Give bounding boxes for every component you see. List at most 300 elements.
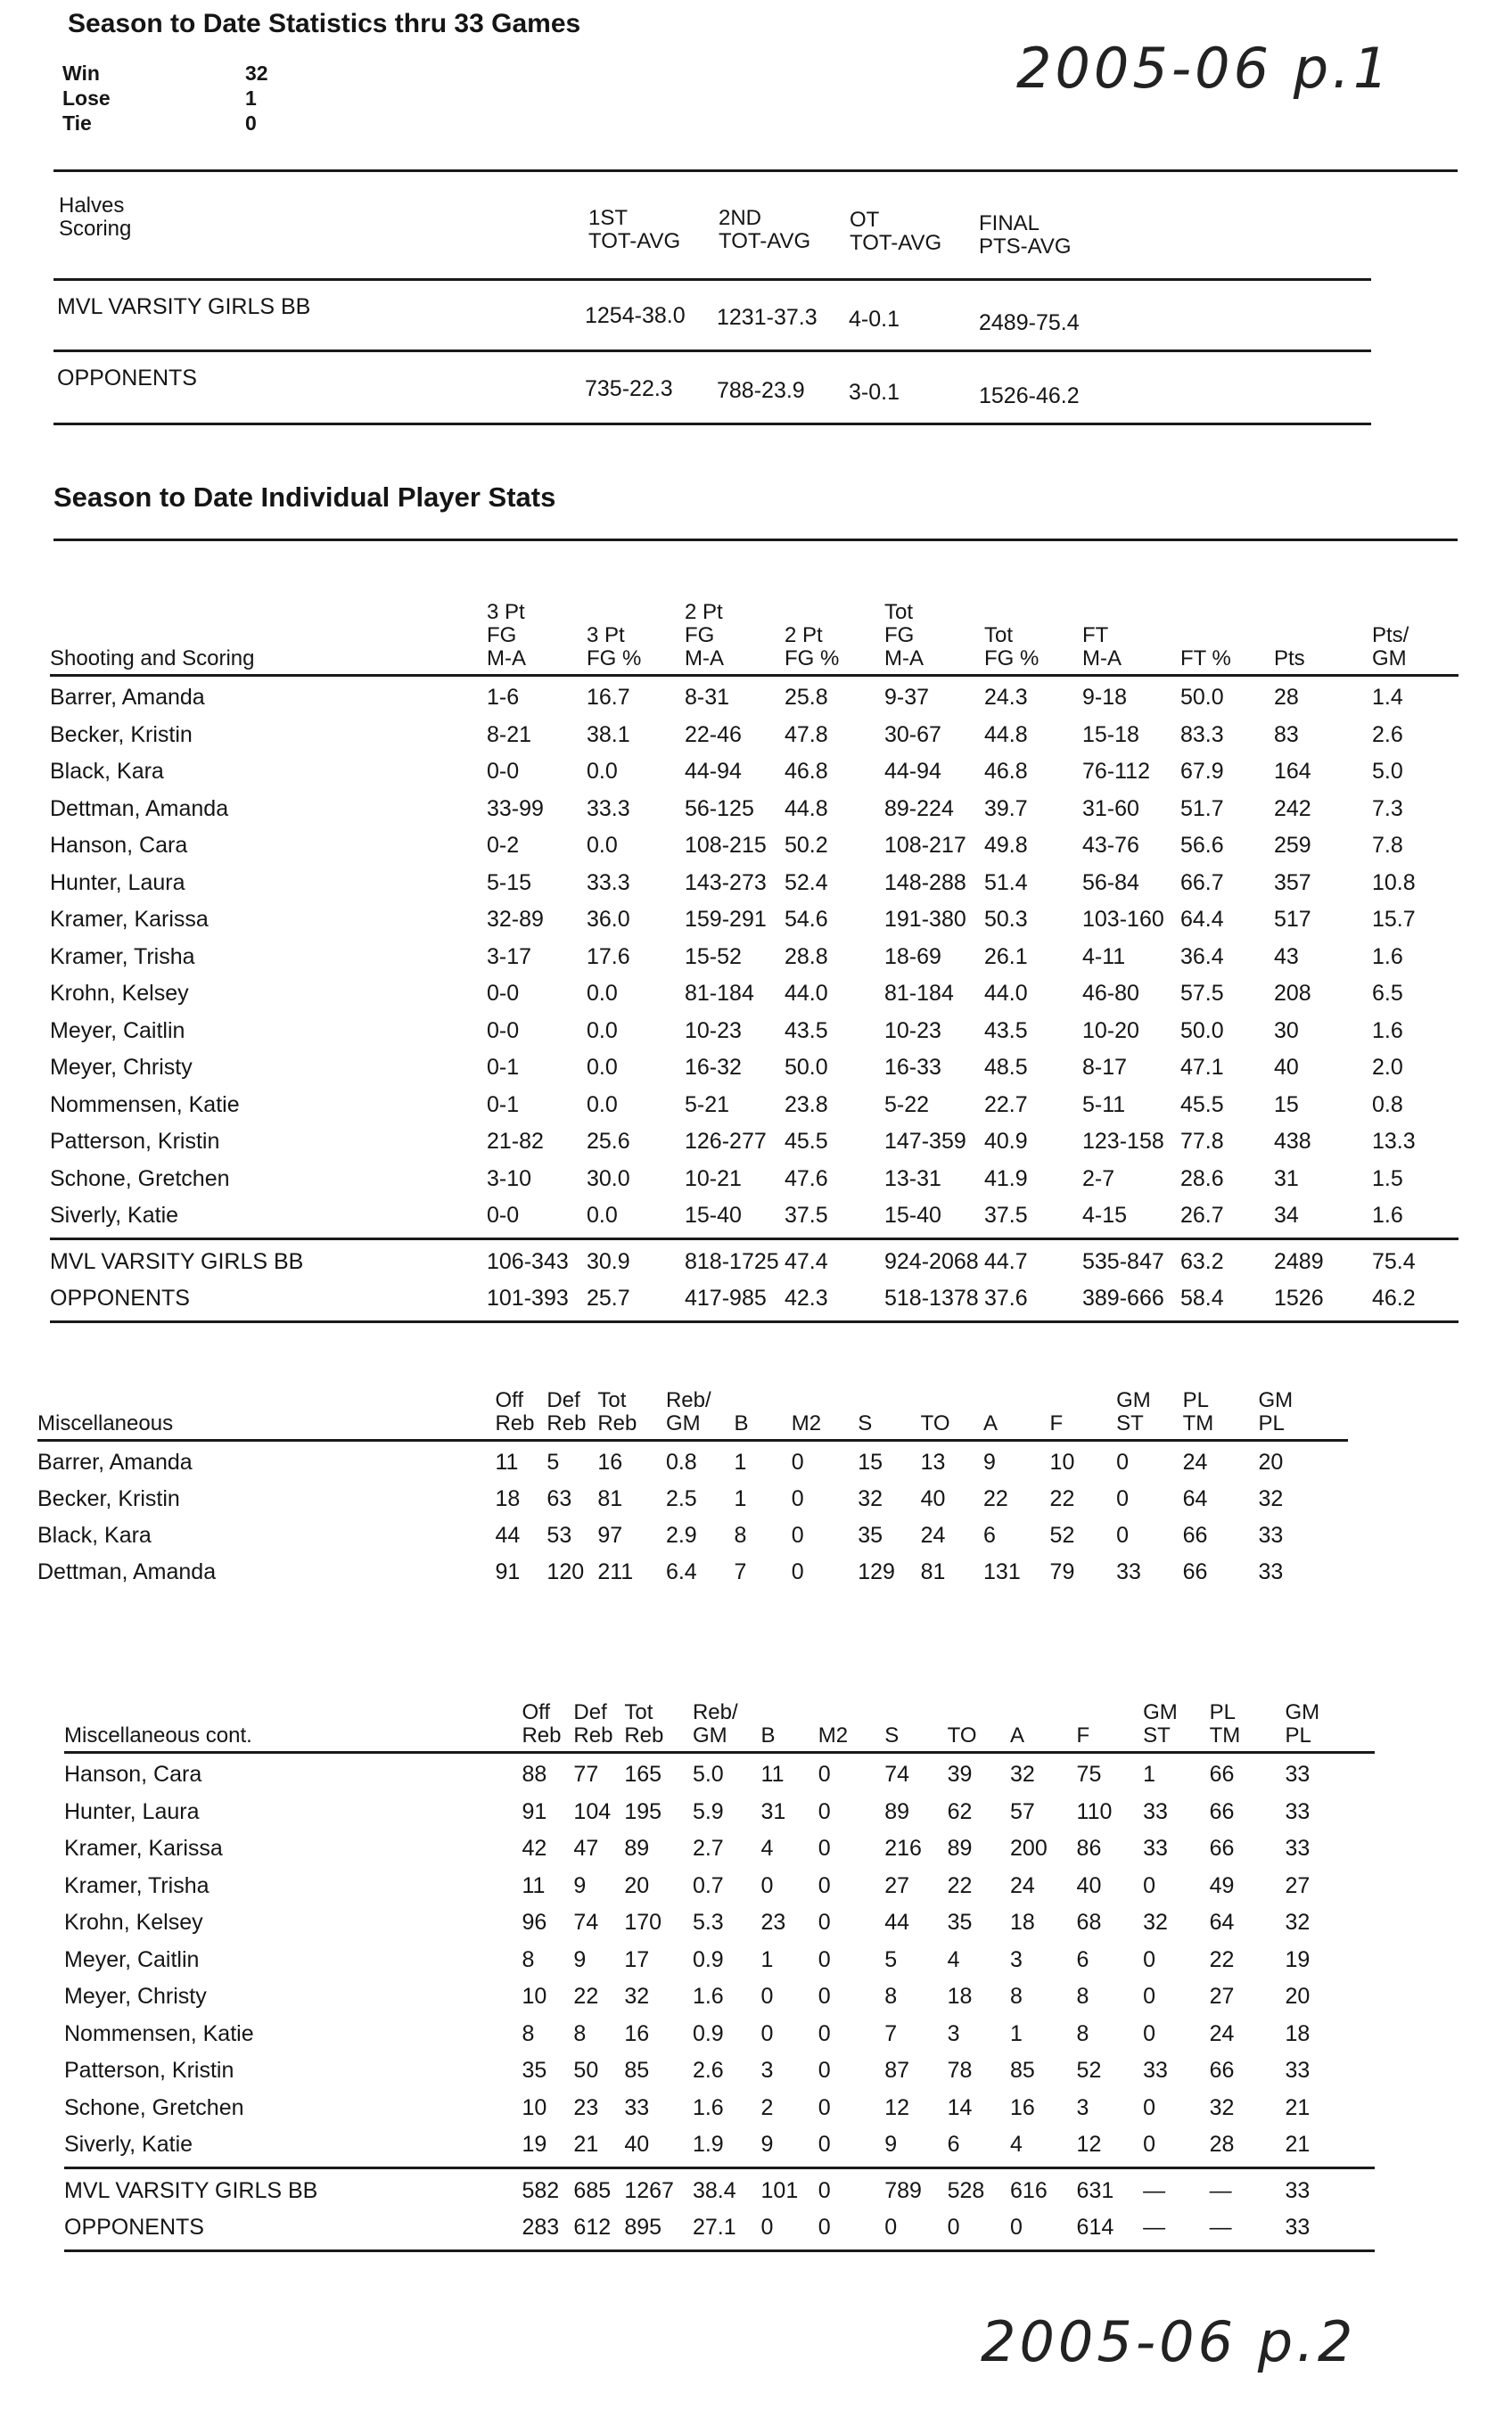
shooting-cell: 56.6 — [1180, 833, 1224, 859]
divider-line — [50, 1320, 1459, 1323]
handwritten-page-note-top: 2005-06 p.1 — [1016, 36, 1393, 101]
record-value: 1 — [245, 86, 257, 110]
divider — [53, 539, 1458, 541]
misc-cell: 79 — [1049, 1559, 1075, 1584]
halves-value: 735-22.3 — [585, 376, 673, 401]
misc-cont-cell: 38.4 — [692, 2177, 736, 2203]
player-name: Barrer, Amanda — [37, 1450, 193, 1475]
shooting-cell: 34 — [1274, 1203, 1299, 1229]
misc-cell: 0 — [791, 1450, 804, 1475]
shooting-cell: 7.8 — [1372, 833, 1403, 859]
shooting-cell: 81-184 — [685, 981, 754, 1007]
misc-cont-cell: 0 — [818, 1910, 831, 1936]
misc-cont-cell: 89 — [947, 1836, 973, 1862]
shooting-cell: 33.3 — [587, 869, 630, 895]
misc-cont-cell: 895 — [624, 2215, 662, 2241]
shooting-header-row — [50, 588, 1459, 670]
misc-cont-cell: 66 — [1209, 1762, 1235, 1788]
misc-cont-cell: 11 — [760, 1762, 785, 1788]
player-name: Siverly, Katie — [50, 1203, 179, 1229]
misc-cont-cell: 14 — [947, 2094, 973, 2120]
misc-cell: 32 — [1258, 1486, 1284, 1511]
shooting-cell: 28 — [1274, 685, 1299, 711]
shooting-cell: 32-89 — [487, 907, 544, 933]
shooting-cell: 2489 — [1274, 1248, 1324, 1274]
misc-cont-cell: 0 — [1143, 2132, 1155, 2158]
player-row — [64, 1904, 1375, 1942]
shooting-cell: 0-1 — [487, 1091, 520, 1117]
shooting-cell: 0.0 — [587, 1055, 618, 1081]
shooting-cell: 46.2 — [1372, 1286, 1416, 1312]
misc-cont-cell: 2.6 — [692, 2058, 724, 2084]
misc-column-header: F — [1049, 1411, 1064, 1435]
misc-cont-column-header: Tot Reb — [624, 1700, 664, 1748]
divider-line — [64, 2167, 1375, 2169]
shooting-cell: 2.6 — [1372, 721, 1403, 747]
misc-cont-cell: 32 — [624, 1984, 650, 2010]
shooting-cell: 0-2 — [487, 833, 520, 859]
misc-cont-cell: — — [1209, 2215, 1232, 2241]
misc-cell: 0 — [791, 1559, 804, 1584]
misc-cont-cell: 33 — [1143, 1798, 1168, 1824]
misc-cont-cell: 3 — [947, 2020, 960, 2046]
shooting-cell: 28.8 — [785, 943, 828, 969]
misc-cell: 0.8 — [665, 1450, 697, 1475]
shooting-cell: 159-291 — [685, 907, 767, 933]
halves-col-1st — [588, 207, 680, 253]
misc-cont-column-header: GM ST — [1143, 1700, 1178, 1748]
misc-cont-cell: 283 — [522, 2215, 560, 2241]
shooting-cell: 21-82 — [487, 1129, 544, 1155]
shooting-cell: 39.7 — [984, 795, 1028, 821]
shooting-cell: 40.9 — [984, 1129, 1028, 1155]
record-label: Lose — [62, 86, 111, 110]
halves-col-ot — [850, 209, 941, 255]
record-value: 32 — [245, 62, 268, 85]
misc-cont-cell: 35 — [947, 1910, 973, 1936]
shooting-cell: 64.4 — [1180, 907, 1224, 933]
misc-column-header: A — [983, 1411, 998, 1435]
misc-column-header: Tot Reb — [597, 1388, 637, 1435]
misc-cont-cell: 0 — [818, 2132, 831, 2158]
player-row — [50, 1013, 1459, 1050]
shooting-cell: 33.3 — [587, 795, 630, 821]
player-name: MVL VARSITY GIRLS BB — [50, 1248, 304, 1274]
shooting-cell: 44-94 — [884, 759, 941, 785]
misc-cont-cell: 195 — [624, 1798, 662, 1824]
misc-cell: 64 — [1182, 1486, 1208, 1511]
misc-cont-cell: 87 — [884, 2058, 910, 2084]
misc-cont-cell: 5 — [884, 1946, 898, 1972]
shooting-cell: 15 — [1274, 1091, 1299, 1117]
misc-cont-cell: 39 — [947, 1762, 973, 1788]
misc-cont-cell: 28 — [1209, 2132, 1235, 2158]
shooting-cell: 50.0 — [785, 1055, 828, 1081]
shooting-cell: 3-17 — [487, 943, 532, 969]
misc-cont-cell: 1.9 — [692, 2132, 724, 2158]
shooting-cell: 389-666 — [1082, 1286, 1164, 1312]
misc-cont-cell: 0 — [818, 1798, 831, 1824]
shooting-cell: 123-158 — [1082, 1129, 1164, 1155]
misc-cont-cell: 22 — [1209, 1946, 1235, 1972]
shooting-cell: 259 — [1274, 833, 1311, 859]
shooting-cell: 56-125 — [685, 795, 754, 821]
player-name: Kramer, Karissa — [50, 907, 209, 933]
shooting-cell: 54.6 — [785, 907, 828, 933]
misc-cont-cell: 3 — [1010, 1946, 1023, 1972]
misc-cont-cell: 27.1 — [692, 2215, 736, 2241]
misc-cont-cell: 31 — [760, 1798, 786, 1824]
misc-cont-cell: 3 — [760, 2058, 774, 2084]
misc-cont-cell: 16 — [624, 2020, 650, 2046]
misc-cell: 24 — [920, 1523, 946, 1548]
shooting-cell: 31 — [1274, 1165, 1299, 1191]
misc-cont-cell: 57 — [1010, 1798, 1035, 1824]
shooting-cell: 37.5 — [785, 1203, 828, 1229]
misc-cont-cell: 0 — [947, 2215, 960, 2241]
shooting-column-header: 2 Pt FG M-A — [685, 600, 724, 670]
shooting-cell: 15.7 — [1372, 907, 1416, 933]
misc-cont-cell: 11 — [522, 1872, 546, 1898]
shooting-cell: 15-18 — [1082, 721, 1139, 747]
misc-cont-cell: 0 — [818, 1836, 831, 1862]
misc-cont-cell: 0 — [884, 2215, 898, 2241]
misc-cont-cell: 19 — [1285, 1946, 1311, 1972]
shooting-cell: 44.0 — [984, 981, 1028, 1007]
misc-cont-cell: 23 — [760, 1910, 786, 1936]
player-row — [64, 1942, 1375, 1979]
halves-label-line: Halves — [59, 193, 125, 218]
shooting-cell: 45.5 — [785, 1129, 828, 1155]
misc-cell: 7 — [734, 1559, 747, 1584]
player-name: Patterson, Kristin — [50, 1129, 220, 1155]
shooting-cell: 417-985 — [685, 1286, 767, 1312]
shooting-cell: 46.8 — [984, 759, 1028, 785]
shooting-cell: 15-40 — [685, 1203, 742, 1229]
misc-cont-cell: 0 — [818, 1984, 831, 2010]
misc-column-header: Def Reb — [546, 1388, 587, 1435]
misc-cont-cell: 101 — [760, 2177, 799, 2203]
misc-cont-cell: 89 — [884, 1798, 910, 1824]
misc-cont-cell: 32 — [1143, 1910, 1168, 1936]
player-name: Becker, Kristin — [50, 721, 193, 747]
misc-cell: 18 — [495, 1486, 521, 1511]
misc-cont-cell: 77 — [573, 1762, 599, 1788]
halves-col-line: OT — [850, 208, 880, 232]
player-row — [64, 1794, 1375, 1831]
player-name: Meyer, Christy — [50, 1055, 193, 1081]
halves-label-line: Scoring — [59, 217, 132, 241]
shooting-cell: 1526 — [1274, 1286, 1324, 1312]
misc-cont-cell: 3 — [1076, 2094, 1089, 2120]
shooting-cell: 57.5 — [1180, 981, 1224, 1007]
shooting-cell: 67.9 — [1180, 759, 1224, 785]
divider-line — [37, 1439, 1348, 1442]
player-name: Black, Kara — [37, 1523, 152, 1548]
shooting-cell: 31-60 — [1082, 795, 1139, 821]
shooting-cell: 10.8 — [1372, 869, 1416, 895]
player-row — [37, 1444, 1348, 1481]
misc-column-header: Reb/ GM — [665, 1388, 711, 1435]
shooting-cell: 30.9 — [587, 1248, 630, 1274]
misc-cont-cell: 631 — [1076, 2177, 1114, 2203]
shooting-cell: 0.0 — [587, 1091, 618, 1117]
misc-cell: 1 — [734, 1486, 747, 1511]
misc-cell: 6.4 — [665, 1559, 697, 1584]
shooting-cell: 17.6 — [587, 943, 630, 969]
player-name: Meyer, Caitlin — [64, 1946, 200, 1972]
misc-cont-cell: 40 — [1076, 1872, 1102, 1898]
misc-cont-cell: 0 — [818, 2094, 831, 2120]
misc-cont-cell: 86 — [1076, 1836, 1102, 1862]
record-label: Tie — [62, 111, 92, 135]
totals-row — [50, 1244, 1459, 1281]
shooting-cell: 106-343 — [487, 1248, 569, 1274]
misc-cont-cell: 9 — [573, 1872, 587, 1898]
shooting-cell: 18-69 — [884, 943, 941, 969]
misc-cell: 1 — [734, 1450, 747, 1475]
misc-cont-cell: 1.6 — [692, 1984, 724, 2010]
shooting-cell: 45.5 — [1180, 1091, 1224, 1117]
misc-cont-cell: 0 — [1143, 2020, 1155, 2046]
section-label: Miscellaneous cont. — [64, 1723, 252, 1748]
player-row — [37, 1481, 1348, 1517]
shooting-cell: 10-23 — [884, 1017, 941, 1043]
misc-column-header: GM ST — [1116, 1388, 1151, 1435]
shooting-cell: 191-380 — [884, 907, 966, 933]
misc-column-header: PL TM — [1182, 1388, 1214, 1435]
player-row — [37, 1517, 1348, 1554]
handwritten-page-note-bottom: 2005-06 p.2 — [981, 2309, 1357, 2374]
misc-cont-column-header: F — [1076, 1723, 1090, 1748]
shooting-cell: 2-7 — [1082, 1165, 1115, 1191]
player-row — [50, 717, 1459, 754]
shooting-cell: 103-160 — [1082, 907, 1164, 933]
shooting-cell: 47.6 — [785, 1165, 828, 1191]
misc-cont-cell: 0.7 — [692, 1872, 724, 1898]
player-name: Krohn, Kelsey — [50, 981, 189, 1007]
divider — [53, 350, 1371, 352]
misc-cell: 81 — [920, 1559, 946, 1584]
shooting-cell: 143-273 — [685, 869, 767, 895]
totals-row — [50, 1280, 1459, 1318]
misc-cont-cell: 9 — [573, 1946, 587, 1972]
divider-line — [50, 674, 1459, 677]
misc-cont-cell: 21 — [573, 2132, 599, 2158]
shooting-cell: 1.5 — [1372, 1165, 1403, 1191]
misc-cont-cell: 614 — [1076, 2215, 1114, 2241]
shooting-cell: 22.7 — [984, 1091, 1028, 1117]
misc-cont-column-header: B — [760, 1723, 776, 1748]
shooting-cell: 2.0 — [1372, 1055, 1403, 1081]
shooting-cell: 164 — [1274, 759, 1311, 785]
player-name: MVL VARSITY GIRLS BB — [64, 2177, 318, 2203]
misc-cont-cell: 74 — [884, 1762, 910, 1788]
misc-cont-cell: 5.0 — [692, 1762, 724, 1788]
shooting-cell: 43.5 — [984, 1017, 1028, 1043]
shooting-cell: 0-0 — [487, 759, 520, 785]
player-row — [50, 1049, 1459, 1087]
misc-cell: 8 — [734, 1523, 747, 1548]
misc-cont-cell: 1267 — [624, 2177, 674, 2203]
misc-cell: 81 — [597, 1486, 623, 1511]
player-name: Kramer, Trisha — [64, 1872, 210, 1898]
misc-cont-cell: 18 — [1010, 1910, 1035, 1936]
misc-cont-column-header: S — [884, 1723, 900, 1748]
halves-team-name: MVL VARSITY GIRLS BB — [57, 294, 311, 319]
misc-cont-column-header: Off Reb — [522, 1700, 562, 1748]
misc-cell: 9 — [983, 1450, 996, 1475]
player-row — [64, 2052, 1375, 2090]
player-row — [50, 1161, 1459, 1198]
shooting-cell: 30 — [1274, 1017, 1299, 1043]
misc-cont-cell: 8 — [1076, 1984, 1089, 2010]
shooting-cell: 89-224 — [884, 795, 954, 821]
misc-cont-cell: 12 — [1076, 2132, 1102, 2158]
shooting-cell: 8-17 — [1082, 1055, 1128, 1081]
shooting-cell: 0-1 — [487, 1055, 520, 1081]
shooting-column-header: 3 Pt FG M-A — [487, 600, 526, 670]
player-row — [50, 679, 1459, 717]
shooting-cell: 16-33 — [884, 1055, 941, 1081]
player-row — [50, 753, 1459, 791]
shooting-cell: 50.0 — [1180, 1017, 1224, 1043]
player-name: Meyer, Christy — [64, 1984, 207, 2010]
divider — [53, 278, 1371, 281]
player-row — [64, 2126, 1375, 2164]
record-row — [62, 61, 268, 86]
misc-cont-cell: 789 — [884, 2177, 922, 2203]
shooting-cell: 44-94 — [685, 759, 742, 785]
player-name: Hanson, Cara — [64, 1762, 202, 1788]
misc-cont-cell: 33 — [1143, 1836, 1168, 1862]
halves-col-line: 1ST — [588, 206, 629, 230]
shooting-cell: 4-11 — [1082, 943, 1126, 969]
shooting-cell: 44.8 — [785, 795, 828, 821]
misc-cell: 33 — [1258, 1523, 1284, 1548]
misc-cont-column-header: GM PL — [1285, 1700, 1320, 1748]
shooting-cell: 101-393 — [487, 1286, 569, 1312]
misc-cont-cell: 7 — [884, 2020, 898, 2046]
player-name: Schone, Gretchen — [50, 1165, 230, 1191]
player-name: Schone, Gretchen — [64, 2094, 244, 2120]
misc-cont-cell: 22 — [947, 1872, 973, 1898]
misc-cont-cell: 32 — [1209, 2094, 1235, 2120]
misc-cell: 33 — [1116, 1559, 1141, 1584]
player-name: Meyer, Caitlin — [50, 1017, 185, 1043]
player-name: Krohn, Kelsey — [64, 1910, 203, 1936]
player-name: Black, Kara — [50, 759, 164, 785]
shooting-cell: 517 — [1274, 907, 1311, 933]
totals-row — [64, 2173, 1375, 2210]
player-row — [64, 1756, 1375, 1794]
misc-cont-cell: 68 — [1076, 1910, 1102, 1936]
misc-cont-cell: 18 — [947, 1984, 973, 2010]
totals-row — [64, 2209, 1375, 2247]
shooting-cell: 66.7 — [1180, 869, 1224, 895]
player-row — [37, 1554, 1348, 1591]
misc-cell: 10 — [1049, 1450, 1075, 1475]
misc-cont-cell: 24 — [1209, 2020, 1235, 2046]
shooting-cell: 148-288 — [884, 869, 966, 895]
shooting-cell: 4-15 — [1082, 1203, 1128, 1229]
misc-cont-cell: 685 — [573, 2177, 612, 2203]
misc-cont-cell: 20 — [1285, 1984, 1311, 2010]
misc-cont-cell: 612 — [573, 2215, 612, 2241]
misc-cont-cell: 12 — [884, 2094, 910, 2120]
misc-cont-cell: 27 — [1209, 1984, 1235, 2010]
misc-cont-cell: 85 — [1010, 2058, 1035, 2084]
shooting-cell: 58.4 — [1180, 1286, 1224, 1312]
misc-cont-cell: 89 — [624, 1836, 650, 1862]
shooting-cell: 242 — [1274, 795, 1311, 821]
shooting-cell: 51.4 — [984, 869, 1028, 895]
misc-cont-column-header: TO — [947, 1723, 977, 1748]
misc-cont-cell: 165 — [624, 1762, 662, 1788]
halves-value: 1526-46.2 — [979, 383, 1080, 408]
halves-value: 2489-75.4 — [979, 310, 1080, 335]
shooting-cell: 535-847 — [1082, 1248, 1164, 1274]
misc-cont-cell: 33 — [1285, 2058, 1311, 2084]
shooting-cell: 36.0 — [587, 907, 630, 933]
misc-cont-cell: 66 — [1209, 1836, 1235, 1862]
misc-cont-cell: 1 — [760, 1946, 774, 1972]
divider-line — [50, 1238, 1459, 1240]
shooting-cell: 5-15 — [487, 869, 532, 895]
misc-cont-cell: 4 — [947, 1946, 960, 1972]
shooting-cell: 5.0 — [1372, 759, 1403, 785]
player-name: Becker, Kristin — [37, 1486, 180, 1511]
misc-cont-cell: 616 — [1010, 2177, 1048, 2203]
shooting-cell: 16.7 — [587, 685, 630, 711]
divider — [37, 1435, 1348, 1444]
misc-cont-cell: 170 — [624, 1910, 662, 1936]
misc-cont-cell: 21 — [1285, 2132, 1311, 2158]
shooting-cell: 43.5 — [785, 1017, 828, 1043]
player-name: OPPONENTS — [50, 1286, 190, 1312]
misc-cell: 0 — [1116, 1486, 1129, 1511]
divider — [64, 2247, 1375, 2256]
misc-cont-cell: 0 — [1143, 1984, 1155, 2010]
player-row — [50, 901, 1459, 939]
shooting-cell: 77.8 — [1180, 1129, 1224, 1155]
player-name: Kramer, Trisha — [50, 943, 195, 969]
misc-cont-cell: 27 — [1285, 1872, 1311, 1898]
misc-cont-cell: 42 — [522, 1836, 547, 1862]
misc-cont-cell: 91 — [522, 1798, 547, 1824]
misc-cell: 33 — [1258, 1559, 1284, 1584]
shooting-cell: 0-0 — [487, 981, 520, 1007]
misc-cell: 2.5 — [665, 1486, 697, 1511]
shooting-cell: 5-21 — [685, 1091, 730, 1117]
shooting-cell: 1.6 — [1372, 1203, 1403, 1229]
shooting-cell: 44.7 — [984, 1248, 1028, 1274]
shooting-cell: 15-52 — [685, 943, 742, 969]
shooting-cell: 47.1 — [1180, 1055, 1224, 1081]
player-name: Hanson, Cara — [50, 833, 188, 859]
misc-cont-cell: 8 — [1010, 1984, 1023, 2010]
shooting-cell: 1-6 — [487, 685, 520, 711]
misc-cont-cell: 85 — [624, 2058, 650, 2084]
halves-col-line: TOT-AVG — [588, 229, 681, 253]
shooting-cell: 43 — [1274, 943, 1299, 969]
divider — [50, 1318, 1459, 1327]
shooting-cell: 40 — [1274, 1055, 1299, 1081]
shooting-cell: 52.4 — [785, 869, 828, 895]
misc-cont-cell: 35 — [522, 2058, 547, 2084]
misc-cell: 5 — [546, 1450, 560, 1475]
misc-column-header: M2 — [791, 1411, 822, 1435]
